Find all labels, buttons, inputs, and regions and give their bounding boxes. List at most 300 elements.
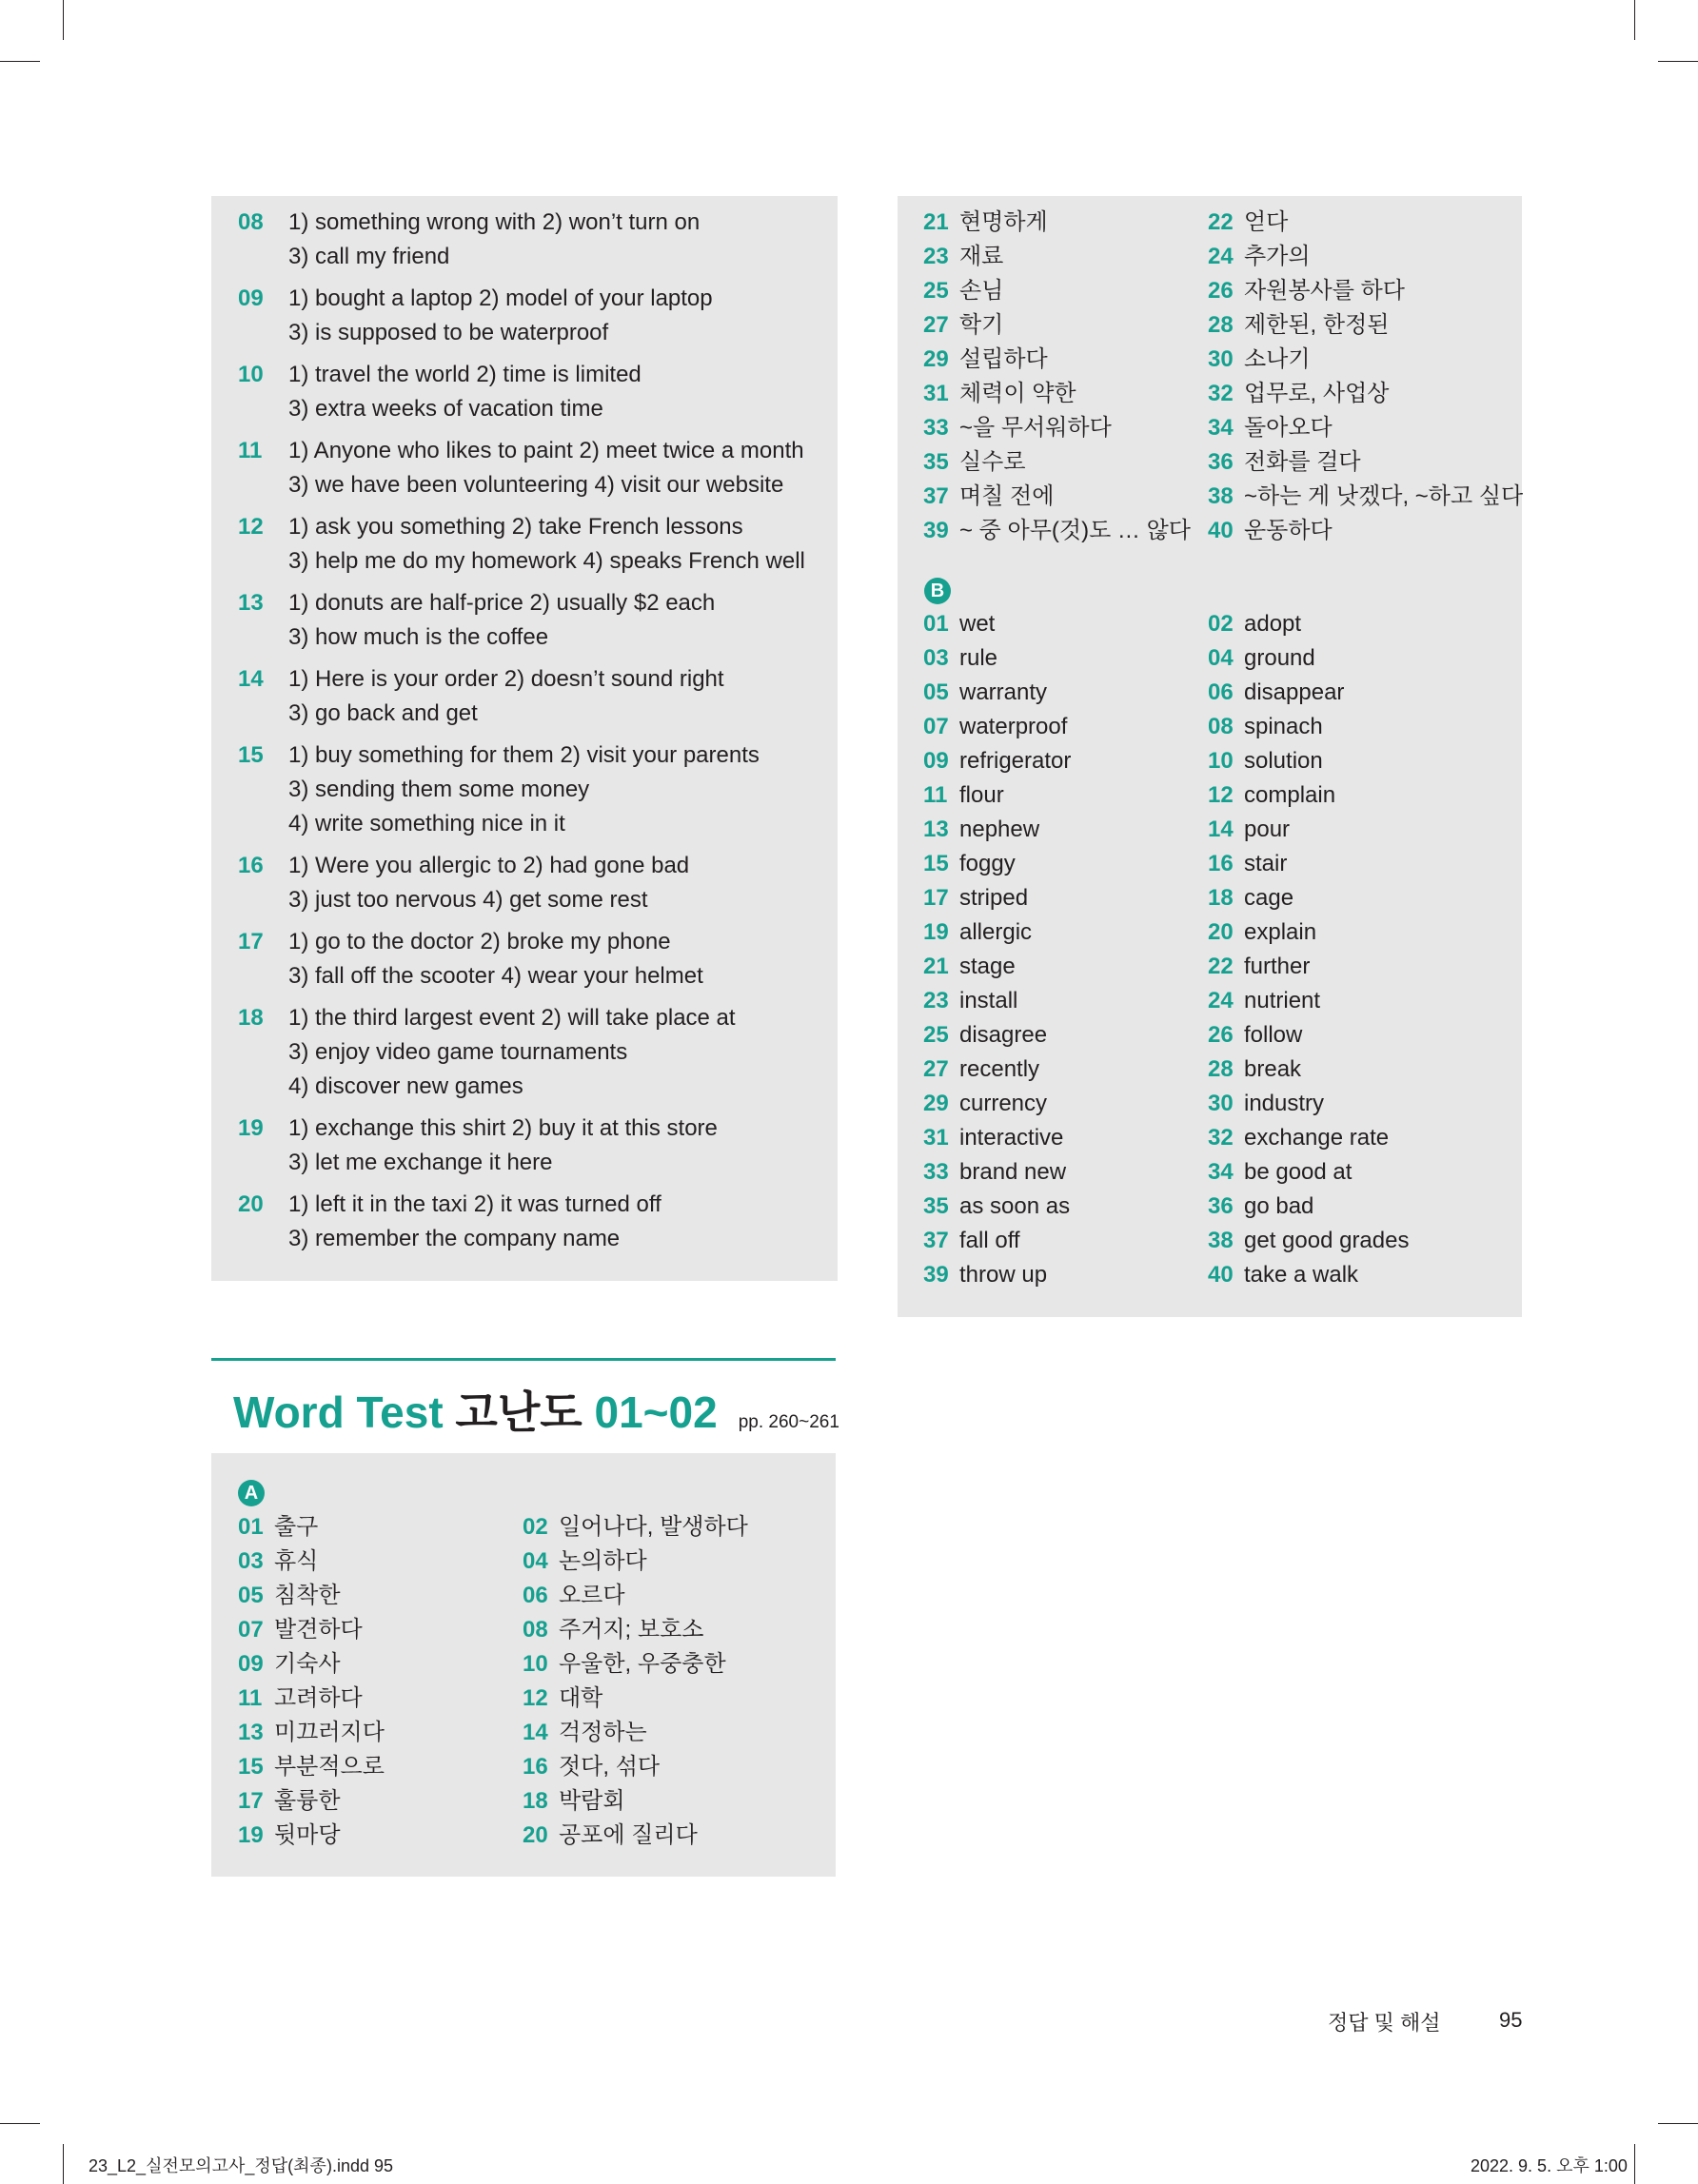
answer-text: disagree <box>959 1022 1048 1048</box>
vocab-row <box>238 1716 385 1750</box>
vocab-row <box>238 1819 341 1853</box>
vocab-row <box>923 411 1112 445</box>
answer-line: 1) the third largest event 2) will take place at <box>288 1005 736 1031</box>
answer-line: 4) write something nice in it <box>288 811 565 836</box>
answer-text: 자원봉사를 하다 <box>1244 278 1405 304</box>
item-number: 11 <box>238 1685 263 1711</box>
item-number: 21 <box>923 209 949 235</box>
page-reference: pp. 260~261 <box>738 1412 839 1432</box>
answer-text: complain <box>1244 782 1336 808</box>
answer-text: 전화를 걸다 <box>1244 449 1361 475</box>
vocab-row <box>923 813 1039 847</box>
answer-line: 1) Were you allergic to 2) had gone bad <box>288 853 690 878</box>
item-number: 33 <box>923 415 949 441</box>
answer-line: 3) go back and get <box>288 700 478 726</box>
item-number: 05 <box>923 679 949 705</box>
answer-text: waterproof <box>959 714 1068 739</box>
vocab-row <box>1208 881 1293 915</box>
answer-text: exchange rate <box>1244 1125 1390 1151</box>
answer-text: brand new <box>959 1159 1067 1185</box>
answer-text: break <box>1244 1056 1302 1082</box>
answer-text: refrigerator <box>959 748 1072 774</box>
answer-text: install <box>959 988 1018 1013</box>
item-number: 36 <box>1208 1193 1234 1219</box>
section-b-badge: B <box>924 578 951 604</box>
answer-text: adopt <box>1244 611 1302 637</box>
vocab-row <box>1208 377 1389 411</box>
answer-text: explain <box>1244 919 1317 945</box>
answer-text: rule <box>959 645 998 671</box>
answer-line: 3) call my friend <box>288 244 450 269</box>
crop-mark <box>0 2123 40 2124</box>
answer-text: fall off <box>959 1228 1020 1253</box>
vocab-row <box>1208 240 1311 274</box>
item-number: 16 <box>238 853 264 878</box>
vocab-row <box>523 1613 703 1647</box>
vocab-row <box>923 847 1016 881</box>
vocab-row <box>1208 274 1405 308</box>
answer-line: 1) left it in the taxi 2) it was turned off <box>288 1191 661 1217</box>
answer-text: 출구 <box>274 1514 319 1540</box>
vocab-row <box>1208 206 1288 240</box>
item-number: 19 <box>923 919 949 945</box>
item-number: 32 <box>1208 1125 1234 1151</box>
item-number: 20 <box>238 1191 264 1217</box>
answer-text: 기숙사 <box>274 1651 341 1677</box>
vocab-row <box>923 1190 1070 1224</box>
item-number: 24 <box>1208 988 1234 1013</box>
item-number: 19 <box>238 1115 264 1141</box>
vocab-row <box>923 514 1191 548</box>
answer-text: 발견하다 <box>274 1617 363 1643</box>
item-number: 33 <box>923 1159 949 1185</box>
answer-text: disappear <box>1244 679 1345 705</box>
answer-text: striped <box>959 885 1029 911</box>
answer-text: 설립하다 <box>959 346 1048 372</box>
answer-text: foggy <box>959 851 1016 876</box>
vocab-row <box>1208 514 1333 548</box>
item-number: 35 <box>923 449 949 475</box>
item-number: 23 <box>923 988 949 1013</box>
vocab-row <box>923 1224 1020 1258</box>
item-number: 18 <box>238 1005 264 1031</box>
item-number: 09 <box>923 748 949 774</box>
item-number: 31 <box>923 1125 949 1151</box>
answer-text: 손님 <box>959 278 1004 304</box>
crop-mark <box>0 61 40 62</box>
vocab-row <box>1208 847 1287 881</box>
answer-text: 젓다, 섞다 <box>559 1754 661 1780</box>
answer-text: 얻다 <box>1244 209 1289 235</box>
answer-text: 논의하다 <box>559 1548 647 1574</box>
item-number: 18 <box>1208 885 1234 911</box>
item-number: 28 <box>1208 312 1234 338</box>
answer-text: solution <box>1244 748 1323 774</box>
vocab-row <box>923 480 1054 514</box>
item-number: 31 <box>923 381 949 406</box>
item-number: 08 <box>238 209 264 235</box>
answer-text: interactive <box>959 1125 1064 1151</box>
vocab-row <box>923 1053 1039 1087</box>
answer-line: 1) donuts are half-price 2) usually $2 each <box>288 590 716 616</box>
item-number: 07 <box>923 714 949 739</box>
answer-text: allergic <box>959 919 1033 945</box>
item-number: 13 <box>923 817 949 842</box>
item-number: 22 <box>1208 209 1234 235</box>
answer-text: spinach <box>1244 714 1323 739</box>
answer-line: 3) is supposed to be waterproof <box>288 320 609 345</box>
item-number: 16 <box>523 1754 548 1780</box>
answer-line: 1) Here is your order 2) doesn’t sound right <box>288 666 724 692</box>
answer-text: 침착한 <box>274 1583 341 1608</box>
title-en: Word Test <box>233 1387 456 1437</box>
answer-text: 돌아오다 <box>1244 415 1333 441</box>
item-number: 17 <box>238 1788 264 1814</box>
item-number: 40 <box>1208 518 1234 543</box>
item-number: 13 <box>238 1720 264 1745</box>
answer-text: take a walk <box>1244 1262 1359 1288</box>
answer-text: be good at <box>1244 1159 1352 1185</box>
item-number: 20 <box>1208 919 1234 945</box>
answer-text: 추가의 <box>1244 244 1311 269</box>
item-number: 13 <box>238 590 264 616</box>
item-number: 36 <box>1208 449 1234 475</box>
item-number: 38 <box>1208 483 1234 509</box>
item-number: 40 <box>1208 1262 1234 1288</box>
vocab-row <box>923 308 1003 343</box>
answer-text: 훌륭한 <box>274 1788 341 1814</box>
vocab-row <box>923 240 1003 274</box>
answer-line: 3) extra weeks of vacation time <box>288 396 603 422</box>
item-number: 28 <box>1208 1056 1234 1082</box>
vocab-row <box>1208 813 1290 847</box>
item-number: 14 <box>238 666 264 692</box>
vocab-row <box>523 1716 647 1750</box>
item-number: 27 <box>923 1056 949 1082</box>
vocab-row <box>1208 1053 1301 1087</box>
answer-text: 업무로, 사업상 <box>1244 381 1390 406</box>
answer-text: 며칠 전에 <box>959 483 1055 509</box>
print-slug-file: 23_L2_실전모의고사_정답(최종).indd 95 <box>89 2156 393 2175</box>
vocab-row <box>923 881 1028 915</box>
vocab-row <box>923 915 1032 950</box>
vocab-row <box>1208 1087 1324 1121</box>
crop-mark <box>63 2144 64 2184</box>
answer-text: warranty <box>959 679 1048 705</box>
answer-text: throw up <box>959 1262 1048 1288</box>
answer-text: 휴식 <box>274 1548 319 1574</box>
word-test-heading <box>233 1378 839 1441</box>
vocab-row <box>923 950 1016 984</box>
answer-line: 3) just too nervous 4) get some rest <box>288 887 648 913</box>
vocab-row <box>523 1682 602 1716</box>
item-number: 12 <box>238 514 264 540</box>
item-number: 10 <box>238 362 264 387</box>
vocab-row <box>238 1647 341 1682</box>
vocab-row <box>1208 445 1361 480</box>
running-footer-section: 정답 및 해설 <box>1328 2011 1441 2035</box>
vocab-row <box>923 377 1076 411</box>
answer-text: follow <box>1244 1022 1303 1048</box>
vocab-row <box>238 1510 318 1545</box>
item-number: 10 <box>1208 748 1234 774</box>
vocab-row <box>523 1545 647 1579</box>
answer-line: 4) discover new games <box>288 1073 523 1099</box>
vocab-row <box>1208 1155 1352 1190</box>
answer-text: 대학 <box>559 1685 603 1711</box>
word-test-title <box>233 1387 718 1437</box>
vocab-row <box>1208 607 1301 641</box>
answer-line: 1) something wrong with 2) won’t turn on <box>288 209 701 235</box>
item-number: 38 <box>1208 1228 1234 1253</box>
vocab-row <box>238 1682 363 1716</box>
vocab-row <box>1208 915 1316 950</box>
item-number: 20 <box>523 1822 548 1848</box>
vocab-row <box>923 607 995 641</box>
answer-line: 3) let me exchange it here <box>288 1150 553 1175</box>
answer-text: 우울한, 우중충한 <box>559 1651 726 1677</box>
item-number: 12 <box>1208 782 1234 808</box>
answer-text: recently <box>959 1056 1040 1082</box>
vocab-row <box>923 1258 1047 1292</box>
answer-text: ~을 무서워하다 <box>959 415 1112 441</box>
title-ko: 고난도 <box>455 1387 582 1437</box>
vocab-row <box>1208 1224 1409 1258</box>
vocab-row <box>923 778 1004 813</box>
print-slug-date: 2022. 9. 5. 오후 1:00 <box>1471 2156 1628 2175</box>
answer-text: 부분적으로 <box>274 1754 385 1780</box>
item-number: 29 <box>923 1091 949 1116</box>
answer-text: 뒷마당 <box>274 1822 341 1848</box>
answer-text: 재료 <box>959 244 1004 269</box>
answer-text: get good grades <box>1244 1228 1410 1253</box>
vocab-row <box>1208 950 1310 984</box>
item-number: 14 <box>523 1720 548 1745</box>
vocab-row <box>1208 1258 1358 1292</box>
answer-text: as soon as <box>959 1193 1071 1219</box>
answer-text: 주거지; 보호소 <box>559 1617 704 1643</box>
item-number: 15 <box>238 742 264 768</box>
vocab-row <box>923 343 1048 377</box>
item-number: 05 <box>238 1583 264 1608</box>
vocab-row <box>1208 744 1323 778</box>
vocab-row <box>523 1510 748 1545</box>
answer-text: 제한된, 한정된 <box>1244 312 1390 338</box>
item-number: 03 <box>923 645 949 671</box>
vocab-row <box>923 274 1003 308</box>
answer-line: 3) how much is the coffee <box>288 624 549 650</box>
answer-text: 현명하게 <box>959 209 1048 235</box>
vocab-row <box>523 1819 698 1853</box>
answer-text: wet <box>959 611 996 637</box>
vocab-row <box>238 1579 341 1613</box>
vocab-row <box>1208 778 1335 813</box>
item-number: 15 <box>923 851 949 876</box>
item-number: 11 <box>238 438 263 463</box>
answer-text: currency <box>959 1091 1048 1116</box>
answer-text: 걱정하는 <box>559 1720 647 1745</box>
item-number: 08 <box>523 1617 548 1643</box>
item-number: 34 <box>1208 1159 1234 1185</box>
vocab-row <box>523 1579 625 1613</box>
vocab-row <box>1208 308 1389 343</box>
vocab-row <box>1208 1018 1302 1053</box>
item-number: 09 <box>238 285 264 311</box>
vocab-row <box>923 710 1067 744</box>
answer-text: ground <box>1244 645 1315 671</box>
answer-text: 미끄러지다 <box>274 1720 385 1745</box>
item-number: 35 <box>923 1193 949 1219</box>
answer-line: 3) fall off the scooter 4) wear your helmet <box>288 963 703 989</box>
answer-text: nutrient <box>1244 988 1321 1013</box>
answer-text: 일어나다, 발생하다 <box>559 1514 748 1540</box>
item-number: 30 <box>1208 346 1234 372</box>
vocab-row <box>1208 676 1344 710</box>
item-number: 02 <box>523 1514 548 1540</box>
item-number: 01 <box>923 611 949 637</box>
item-number: 24 <box>1208 244 1234 269</box>
page-number: 95 <box>1499 2008 1523 2032</box>
vocab-row <box>238 1784 341 1819</box>
item-number: 16 <box>1208 851 1234 876</box>
vocab-row <box>238 1545 318 1579</box>
item-number: 26 <box>1208 278 1234 304</box>
item-number: 39 <box>923 518 949 543</box>
answer-line: 1) go to the doctor 2) broke my phone <box>288 929 671 954</box>
answer-line: 3) remember the company name <box>288 1226 621 1251</box>
item-number: 04 <box>523 1548 548 1574</box>
item-number: 23 <box>923 244 949 269</box>
crop-mark <box>1658 61 1698 62</box>
item-number: 03 <box>238 1548 264 1574</box>
answer-text: 오르다 <box>559 1583 625 1608</box>
vocab-row <box>1208 480 1523 514</box>
item-number: 09 <box>238 1651 264 1677</box>
item-number: 07 <box>238 1617 264 1643</box>
vocab-row <box>923 206 1048 240</box>
vocab-row <box>923 676 1047 710</box>
section-a-badge: A <box>238 1480 265 1506</box>
item-number: 15 <box>238 1754 264 1780</box>
answer-text: ~하는 게 낫겠다, ~하고 싶다 <box>1244 483 1524 509</box>
vocab-row <box>1208 984 1320 1018</box>
item-number: 01 <box>238 1514 264 1540</box>
answer-line: 1) buy something for them 2) visit your parents <box>288 742 760 768</box>
answer-text: 고려하다 <box>274 1685 363 1711</box>
item-number: 06 <box>523 1583 548 1608</box>
answer-text: pour <box>1244 817 1291 842</box>
item-number: 37 <box>923 483 949 509</box>
answer-text: flour <box>959 782 1004 808</box>
vocab-row <box>523 1784 625 1819</box>
vocab-row <box>923 1155 1066 1190</box>
vocab-row <box>523 1750 660 1784</box>
crop-mark <box>1634 2144 1635 2184</box>
answer-text: 실수로 <box>959 449 1026 475</box>
item-number: 14 <box>1208 817 1234 842</box>
vocab-row <box>1208 710 1323 744</box>
vocab-row <box>1208 641 1315 676</box>
item-number: 29 <box>923 346 949 372</box>
answer-text: 학기 <box>959 312 1004 338</box>
item-number: 26 <box>1208 1022 1234 1048</box>
item-number: 18 <box>523 1788 548 1814</box>
answer-line: 1) bought a laptop 2) model of your laptop <box>288 285 713 311</box>
vocab-row <box>923 744 1071 778</box>
vocab-row <box>523 1647 726 1682</box>
answer-line: 3) sending them some money <box>288 777 590 802</box>
item-number: 04 <box>1208 645 1234 671</box>
crop-mark <box>63 0 64 40</box>
vocab-row <box>923 641 997 676</box>
vocab-row <box>1208 1190 1313 1224</box>
item-number: 30 <box>1208 1091 1234 1116</box>
answer-text: stair <box>1244 851 1288 876</box>
answer-line: 3) we have been volunteering 4) visit our website <box>288 472 784 498</box>
item-number: 19 <box>238 1822 264 1848</box>
item-number: 39 <box>923 1262 949 1288</box>
vocab-row <box>923 445 1026 480</box>
vocab-row <box>1208 1121 1389 1155</box>
crop-mark <box>1634 0 1635 40</box>
item-number: 06 <box>1208 679 1234 705</box>
item-number: 25 <box>923 278 949 304</box>
item-number: 12 <box>523 1685 548 1711</box>
crop-mark <box>1658 2123 1698 2124</box>
item-number: 10 <box>523 1651 548 1677</box>
answer-text: nephew <box>959 817 1040 842</box>
vocab-row <box>1208 411 1333 445</box>
item-number: 25 <box>923 1022 949 1048</box>
answer-text: cage <box>1244 885 1294 911</box>
answer-text: 체력이 약한 <box>959 381 1076 406</box>
answer-line: 1) ask you something 2) take French lessons <box>288 514 743 540</box>
answer-line: 1) travel the world 2) time is limited <box>288 362 642 387</box>
answer-line: 3) enjoy video game tournaments <box>288 1039 628 1065</box>
item-number: 32 <box>1208 381 1234 406</box>
item-number: 02 <box>1208 611 1234 637</box>
title-num: 01~02 <box>582 1387 718 1437</box>
item-number: 08 <box>1208 714 1234 739</box>
vocab-row <box>923 1018 1047 1053</box>
vocab-row <box>1208 343 1311 377</box>
answer-line: 1) exchange this shirt 2) buy it at this store <box>288 1115 718 1141</box>
answer-text: 소나기 <box>1244 346 1311 372</box>
item-number: 21 <box>923 954 949 979</box>
item-number: 17 <box>923 885 949 911</box>
item-number: 17 <box>238 929 264 954</box>
item-number: 37 <box>923 1228 949 1253</box>
item-number: 34 <box>1208 415 1234 441</box>
item-number: 22 <box>1208 954 1234 979</box>
answer-text: 박람회 <box>559 1788 625 1814</box>
answer-text: 운동하다 <box>1244 518 1333 543</box>
item-number: 11 <box>923 782 948 808</box>
answer-text: go bad <box>1244 1193 1314 1219</box>
answer-line: 3) help me do my homework 4) speaks French well <box>288 548 805 574</box>
vocab-row <box>238 1613 363 1647</box>
vocab-row <box>238 1750 385 1784</box>
vocab-row <box>923 1121 1063 1155</box>
answer-text: ~ 중 아무(것)도 … 않다 <box>959 518 1191 543</box>
answer-text: further <box>1244 954 1311 979</box>
vocab-row <box>923 1087 1047 1121</box>
answer-text: industry <box>1244 1091 1325 1116</box>
vocab-row <box>923 984 1017 1018</box>
answer-text: stage <box>959 954 1016 979</box>
answer-text: 공포에 질리다 <box>559 1822 698 1848</box>
item-number: 27 <box>923 312 949 338</box>
